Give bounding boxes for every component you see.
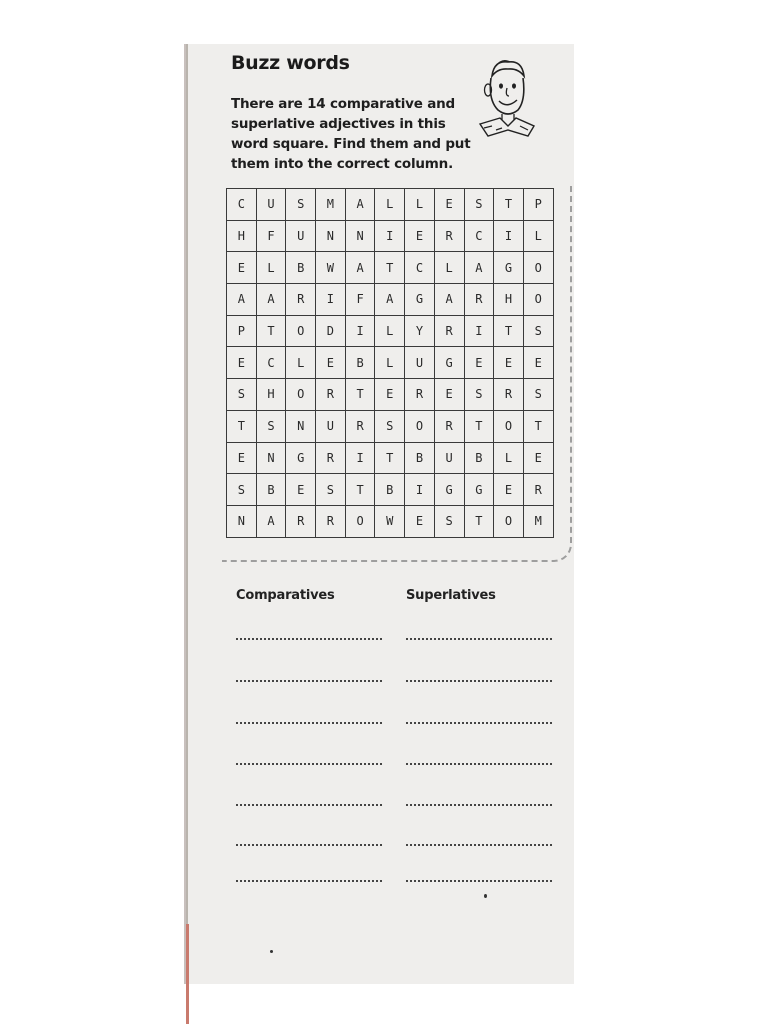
grid-cell: C <box>227 189 257 221</box>
ink-speck <box>270 950 273 953</box>
grid-cell: U <box>405 347 435 379</box>
grid-cell: W <box>316 252 346 284</box>
grid-cell: I <box>405 474 435 506</box>
grid-cell: T <box>464 505 494 537</box>
grid-cell: L <box>405 189 435 221</box>
grid-cell: G <box>434 474 464 506</box>
grid-cell: C <box>256 347 286 379</box>
grid-cell: M <box>523 505 553 537</box>
grid-cell: G <box>286 442 316 474</box>
grid-cell: P <box>523 189 553 221</box>
grid-row <box>227 474 554 506</box>
grid-cell: E <box>227 252 257 284</box>
grid-cell: N <box>316 220 346 252</box>
grid-row <box>227 379 554 411</box>
grid-cell: G <box>464 474 494 506</box>
grid-cell: E <box>405 220 435 252</box>
grid-cell: B <box>256 474 286 506</box>
grid-cell: N <box>345 220 375 252</box>
grid-cell: N <box>256 442 286 474</box>
grid-cell: L <box>375 189 405 221</box>
grid-cell: A <box>227 284 257 316</box>
grid-cell: T <box>345 379 375 411</box>
grid-cell: E <box>494 347 524 379</box>
grid-cell: L <box>375 315 405 347</box>
grid-row <box>227 252 554 284</box>
grid-cell: S <box>434 505 464 537</box>
grid-row <box>227 410 554 442</box>
grid-cell: D <box>316 315 346 347</box>
grid-cell: L <box>494 442 524 474</box>
grid-cell: L <box>375 347 405 379</box>
grid-row <box>227 220 554 252</box>
grid-cell: T <box>227 410 257 442</box>
grid-cell: N <box>227 505 257 537</box>
grid-cell: T <box>494 189 524 221</box>
grid-cell: T <box>523 410 553 442</box>
grid-cell: R <box>434 315 464 347</box>
grid-cell: E <box>434 189 464 221</box>
comparative-answer-line[interactable] <box>236 763 382 765</box>
grid-cell: E <box>523 442 553 474</box>
grid-cell: S <box>523 315 553 347</box>
grid-cell: A <box>434 284 464 316</box>
grid-cell: O <box>286 379 316 411</box>
ink-speck <box>484 894 487 898</box>
grid-row <box>227 442 554 474</box>
superlative-answer-line[interactable] <box>406 844 552 846</box>
worksheet-page <box>186 44 574 984</box>
grid-cell: A <box>256 505 286 537</box>
page-edge-mark <box>186 924 189 1024</box>
grid-cell: O <box>523 284 553 316</box>
grid-cell: E <box>316 347 346 379</box>
grid-cell: C <box>464 220 494 252</box>
grid-cell: B <box>464 442 494 474</box>
grid-cell: A <box>464 252 494 284</box>
grid-cell: H <box>256 379 286 411</box>
grid-cell: E <box>523 347 553 379</box>
comparative-answer-line[interactable] <box>236 680 382 682</box>
grid-cell: R <box>434 220 464 252</box>
grid-cell: F <box>256 220 286 252</box>
grid-cell: B <box>405 442 435 474</box>
grid-cell: Y <box>405 315 435 347</box>
grid-cell: R <box>345 410 375 442</box>
grid-cell: I <box>345 442 375 474</box>
grid-cell: L <box>434 252 464 284</box>
comparative-answer-line[interactable] <box>236 804 382 806</box>
grid-cell: S <box>286 189 316 221</box>
superlative-answer-line[interactable] <box>406 722 552 724</box>
grid-cell: G <box>405 284 435 316</box>
grid-cell: I <box>464 315 494 347</box>
grid-cell: A <box>256 284 286 316</box>
grid-cell: E <box>494 474 524 506</box>
grid-cell: R <box>316 505 346 537</box>
grid-cell: O <box>405 410 435 442</box>
grid-cell: R <box>494 379 524 411</box>
grid-cell: B <box>375 474 405 506</box>
grid-row <box>227 284 554 316</box>
grid-cell: F <box>345 284 375 316</box>
grid-row <box>227 505 554 537</box>
grid-cell: E <box>375 379 405 411</box>
comparative-answer-line[interactable] <box>236 638 382 640</box>
superlative-answer-line[interactable] <box>406 804 552 806</box>
grid-cell: O <box>345 505 375 537</box>
grid-cell: R <box>286 284 316 316</box>
grid-cell: H <box>494 284 524 316</box>
superlative-answer-line[interactable] <box>406 880 552 882</box>
grid-cell: G <box>434 347 464 379</box>
comparative-answer-line[interactable] <box>236 844 382 846</box>
grid-cell: W <box>375 505 405 537</box>
superlative-answer-line[interactable] <box>406 638 552 640</box>
grid-cell: G <box>494 252 524 284</box>
grid-cell: O <box>494 505 524 537</box>
grid-cell: A <box>345 252 375 284</box>
grid-cell: R <box>464 284 494 316</box>
instructions-text: There are 14 comparative and superlative adjectives in this word square. Find them and put them into the correct column. <box>231 96 471 172</box>
grid-cell: C <box>405 252 435 284</box>
grid-cell: O <box>286 315 316 347</box>
grid-cell: S <box>375 410 405 442</box>
grid-row <box>227 315 554 347</box>
worksheet-title: Buzz words <box>231 52 350 74</box>
grid-cell: T <box>375 442 405 474</box>
grid-cell: T <box>494 315 524 347</box>
comparative-answer-line[interactable] <box>236 880 382 882</box>
grid-cell: B <box>286 252 316 284</box>
grid-cell: I <box>345 315 375 347</box>
grid-cell: T <box>375 252 405 284</box>
grid-cell: M <box>316 189 346 221</box>
grid-cell: S <box>464 189 494 221</box>
grid-cell: T <box>464 410 494 442</box>
grid-cell: L <box>286 347 316 379</box>
comparative-answer-line[interactable] <box>236 722 382 724</box>
grid-cell: B <box>345 347 375 379</box>
grid-cell: U <box>256 189 286 221</box>
grid-cell: S <box>227 474 257 506</box>
grid-cell: I <box>375 220 405 252</box>
superlative-answer-line[interactable] <box>406 680 552 682</box>
grid-cell: U <box>286 220 316 252</box>
superlatives-heading: Superlatives <box>406 588 496 603</box>
grid-row <box>227 347 554 379</box>
grid-cell: E <box>464 347 494 379</box>
grid-cell: T <box>345 474 375 506</box>
grid-cell: E <box>227 442 257 474</box>
grid-cell: R <box>523 474 553 506</box>
grid-cell: I <box>494 220 524 252</box>
grid-cell: L <box>523 220 553 252</box>
grid-cell: S <box>464 379 494 411</box>
grid-cell: P <box>227 315 257 347</box>
grid-cell: L <box>256 252 286 284</box>
grid-cell: A <box>375 284 405 316</box>
grid-cell: R <box>434 410 464 442</box>
grid-cell: R <box>405 379 435 411</box>
grid-cell: T <box>256 315 286 347</box>
grid-cell: E <box>434 379 464 411</box>
grid-cell: S <box>227 379 257 411</box>
superlative-answer-line[interactable] <box>406 763 552 765</box>
grid-cell: N <box>286 410 316 442</box>
grid-cell: I <box>316 284 346 316</box>
word-square-grid <box>226 188 554 538</box>
grid-cell: A <box>345 189 375 221</box>
grid-cell: S <box>316 474 346 506</box>
grid-cell: R <box>316 379 346 411</box>
comparatives-heading: Comparatives <box>236 588 335 603</box>
grid-cell: S <box>523 379 553 411</box>
grid-cell: R <box>286 505 316 537</box>
grid-cell: U <box>434 442 464 474</box>
grid-cell: S <box>256 410 286 442</box>
grid-cell: U <box>316 410 346 442</box>
grid-cell: O <box>523 252 553 284</box>
word-square-panel <box>222 184 572 562</box>
grid-cell: E <box>405 505 435 537</box>
cartoon-boy-illustration <box>474 56 538 140</box>
grid-row <box>227 189 554 221</box>
grid-cell: E <box>227 347 257 379</box>
grid-cell: O <box>494 410 524 442</box>
grid-cell: E <box>286 474 316 506</box>
grid-cell: R <box>316 442 346 474</box>
grid-cell: H <box>227 220 257 252</box>
